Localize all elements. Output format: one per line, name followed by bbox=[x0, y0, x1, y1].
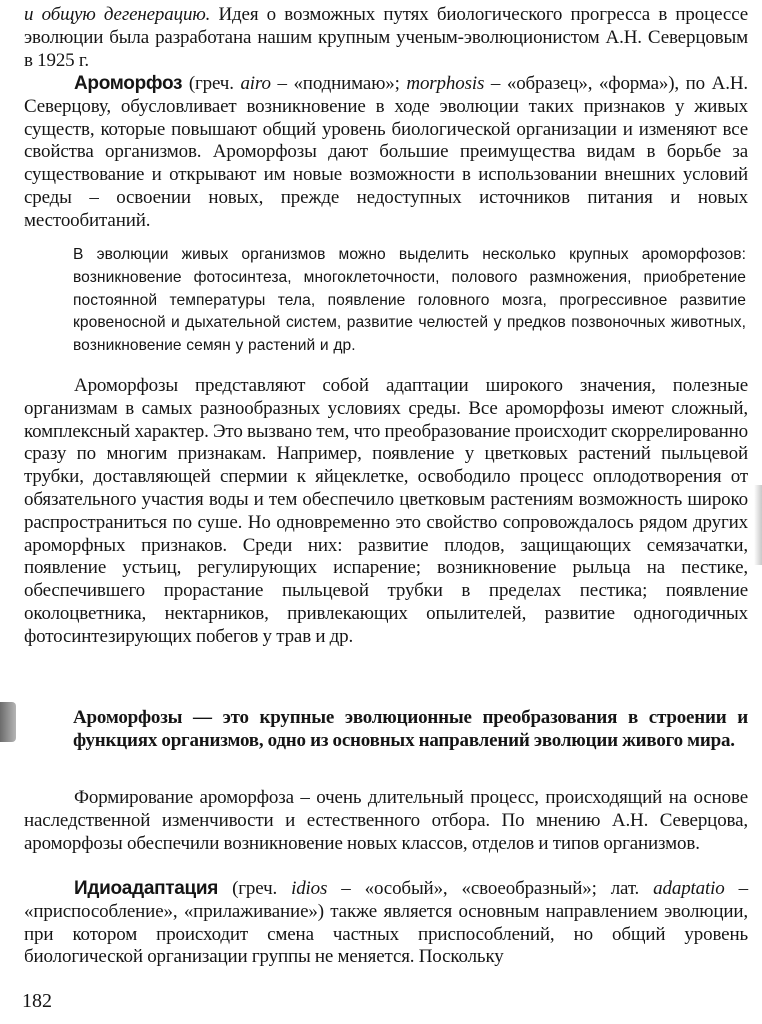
example-block-aromorphoses: В эволюции живых организмов можно выделить несколько крупных ароморфозов: возникновение фотосинтеза, многоклеточности, полового размножения, приобретение постоянной температуры тела, появление головного мозга, прогрессивное развитие кровеносной и дыхательной систем, развитие челюстей у предков позвоночных животных, возникновение семян у растений и др. bbox=[73, 246, 746, 355]
term-aromorphosis: Ароморфоз bbox=[74, 73, 183, 94]
greek-word-airo: airo bbox=[240, 73, 271, 94]
paragraph-aromorphosis-adaptations: Ароморфозы представляют собой адаптации широкого значения, полезные организмам в самых разнообразных условиях среды. Все ароморфозы имеют сложный, комплексный характер. Это вызвано тем, что преобразование происходит скоррелированно сразу по многим признакам. Например, появление у цветковых растений пыльцевой трубки, доставляющей спермии к яйцеклетке, освободило процесс оплодотворения от обязательного участия воды и тем обеспечило цветковым растениям возможность широко распространиться по суше. Но одновременно это свойство сопровождалось рядом других ароморфных признаков. Среди них: развитие плодов, защищающих семязачатки, появление устьиц, регулирующих испарение; возникновение рыльца на пестике, обеспечившего прорастание пыльцевой трубки в пределах пестика; появление околоцветника, нектарников, привлекающих опылителей, развитие одногодичных фотосинтезирующих побегов у трав и др. bbox=[24, 375, 748, 647]
page-edge-shadow bbox=[754, 485, 762, 565]
intro-text: Идея о возможных путях биологического прогресса в процессе эволюции была разработана нашим крупным ученым-эволюционистом А.Н. Северцовым в 1925 г. bbox=[24, 4, 748, 71]
italic-lead: и общую дегенерацию. bbox=[24, 4, 211, 25]
page-number: 182 bbox=[22, 990, 52, 1012]
text-fragment: (греч. bbox=[182, 73, 241, 94]
paragraph-formation: Формирование ароморфоза – очень длительный процесс, происходящий на основе наследственной изменчивости и естественного отбора. По мнению А.Н. Северцова, ароморфозы обеспечили возникновение новых классов, отделов и типов организмов. bbox=[24, 787, 748, 854]
term-idioadaptation: Идиоадаптация bbox=[74, 878, 219, 899]
definition-block: Ароморфозы — это крупные эволюционные преобразования в строении и функциях организмов, одно из основных направлений эволюции живого мира. bbox=[73, 707, 748, 751]
text-fragment: – «приспособление», «прилаживание») также является основным направлением эволюции, при котором происходит смена частных приспособлений, но общий уровень биологической организации группы не меняется. Поскольку bbox=[24, 878, 748, 968]
text-fragment: – «особый», «своеобразный»; лат. bbox=[327, 878, 654, 899]
text-fragment: – «поднимаю»; bbox=[270, 73, 407, 94]
greek-word-morphosis: morphosis bbox=[406, 73, 485, 94]
greek-word-idios: idios bbox=[291, 878, 328, 899]
latin-word-adaptatio: adaptatio bbox=[653, 878, 725, 899]
text-fragment: (греч. bbox=[218, 878, 292, 899]
text-fragment: – «образец», «форма»), по А.Н. Северцову, обусловливает возникновение в ходе эволюции таких признаков у живых существ, которые повышают общий уровень биологической организации и изменяют все свойства организмов. Ароморфозы дают большие преимущества видам в борьбе за существование и открывают им новые возможности в использовании внешних условий среды – освоении новых, прежде недоступных источников питания и новых местообитаний. bbox=[24, 73, 748, 231]
definition-marker-icon bbox=[0, 702, 16, 742]
paragraph-intro bbox=[24, 4, 748, 72]
paragraph-aromorphosis-definition bbox=[24, 73, 748, 233]
paragraph-idioadaptation bbox=[24, 878, 748, 969]
